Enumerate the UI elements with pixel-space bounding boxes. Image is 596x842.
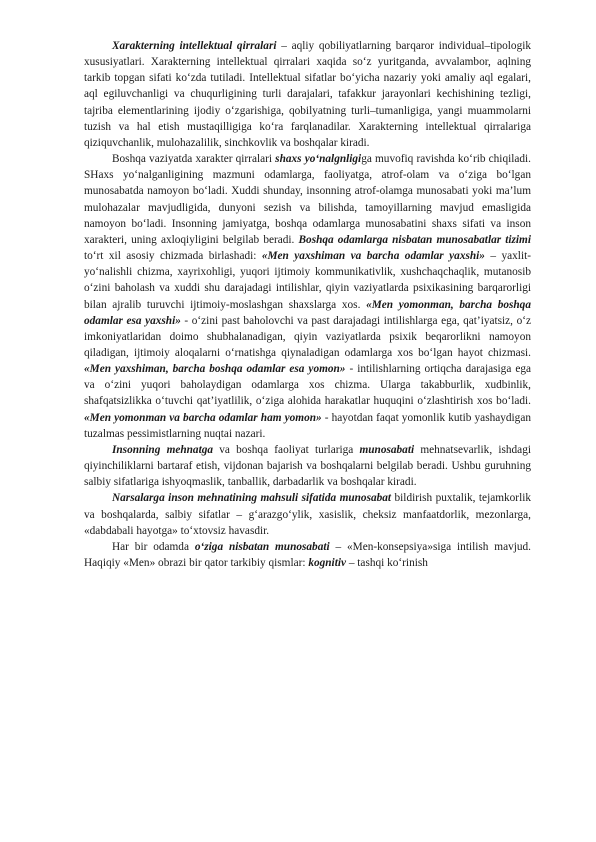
emphasized-term: munosabati bbox=[359, 443, 415, 456]
emphasized-term: kognitiv bbox=[308, 557, 346, 569]
emphasized-term: «Men yaxshiman va barcha odamlar yaxshi» bbox=[261, 250, 485, 263]
text-run: - hayotdan faqat yomonlik kutib yashaydigan tuzalmas pessimistlarning nuqtai nazari. bbox=[84, 411, 531, 440]
text-run: Boshqa vaziyatda xarakter qirralari bbox=[112, 153, 276, 166]
emphasized-term: shaxs yo‘nalgnligi bbox=[275, 153, 362, 166]
emphasized-term: o‘ziga nisbatan munosabati bbox=[194, 540, 330, 553]
text-run: ga muvofiq ravishda ko‘rib chiqiladi. SHaxs yo‘nalganligining mazmuni odamlarga, faoliyatga, atrof-olam va o‘ziga bo‘lgan munosabatda namoyon bo‘ladi. Xuddi shunday, insonning atrof-olamga munosabati yoki ma’lum mulohazalar mavjudligida, dunyoni sezish va bilishda, tamoyillarning mavjud emasligida namoyon bo‘ladi. Insonning jamiyatga, boshqa odamlarga munosabatini shaxs sifati va inson xarakteri, uning axloqiyligini belgilab beradi. bbox=[84, 153, 531, 246]
emphasized-term: Xarakterning intellektual qirralari bbox=[112, 40, 277, 52]
paragraph bbox=[84, 442, 531, 490]
text-run: bildirish puxtalik, tejamkorlik va boshqalarda, salbiy sifatlar – g‘arazgo‘ylik, xasislik, cheksiz manfaatdorlik, mezonlarga, «dabdabali hayotga» to‘xtovsiz havasdir. bbox=[84, 492, 531, 537]
paragraph bbox=[84, 38, 531, 151]
emphasized-term: «Men yomonman, barcha boshqa odamlar esa yaxshi» bbox=[84, 298, 531, 327]
emphasized-term: Narsalarga inson mehnatining mahsuli sifatida munosabat bbox=[112, 492, 392, 505]
text-run: – tashqi ko‘rinish bbox=[346, 557, 428, 569]
paragraph bbox=[84, 490, 531, 538]
document-page bbox=[84, 38, 531, 571]
text-run: to‘rt xil asosiy chizmada birlashadi: bbox=[84, 250, 262, 263]
text-run: – yaxlit-yo‘nalishli chizma, xayrixohligi, yuqori ijtimoiy kommunikativlik, xushchaqchaqlik, mutanosib o‘zini baholash va xuddi shu darajadagi intilishlar, qiyin vaziyatlarda psixikasining barqarorligi bilan ajralib turuvchi ijtimoiy-moslashgan shaxslarga xos. bbox=[84, 250, 531, 311]
text-run: Har bir odamda bbox=[112, 540, 195, 553]
text-run: - intilishlarning ortiqcha darajasiga ega va o‘zini yuqori baholaydigan odamlarga xos chizma. Ularga takabburlik, xudbinlik, shafqatsizlikka o‘tuvchi qat’iyatlilik, o‘ziga alohida harakatlar huquqini o‘zlashtirish xos bo‘ladi. bbox=[84, 363, 531, 408]
text-run: va boshqa faoliyat turlariga bbox=[213, 443, 360, 456]
emphasized-term: Boshqa odamlarga nisbatan munosabatlar tizimi bbox=[298, 233, 531, 246]
emphasized-term: Insonning mehnatga bbox=[112, 443, 214, 456]
emphasized-term: «Men yomonman va barcha odamlar ham yomon» bbox=[84, 411, 322, 424]
text-run: mehnatsevarlik, ishdagi qiyinchiliklarni bartaraf etish, vijdonan bajarish va boshqalarni belgilab beradi. Ushbu guruhning salbiy sifatlariga ishyoqmaslik, tanballik, darbadarlik va boshqalar kiradi. bbox=[84, 443, 531, 489]
paragraph bbox=[84, 539, 531, 571]
text-run: – «Men-konsepsiya»siga intilish mavjud. Haqiqiy «Men» obrazi bir qator tarkibiy qismlar: bbox=[84, 540, 531, 569]
text-run: - o‘zini past baholovchi va past darajadagi intilishlarga ega, qat’iyatsiz, o‘z imkoniyatlaridan doimo shubhalanadigan, qiyin vaziyatlarda psixik beqarorlikni namoyon qiladigan, ijtimoiy aloqalarni o‘rnatishga qiynaladigan odamlarga xos bo‘lgan hayot chizmasi. bbox=[84, 314, 531, 359]
emphasized-term: «Men yaxshiman, barcha boshqa odamlar esa yomon» bbox=[84, 363, 346, 376]
text-run: – aqliy qobiliyatlarning barqaror individual–tipologik xususiyatlari. Xarakterning intellektual qirralari xaqida so‘z yuritganda, avvalambor, aqlning tarkib topgan sifati ko‘zda tutiladi. Intellektual sifatlar bo‘yicha nazariy yoki amaliy aql egalari, aql egiluvchanligi va chuqurligining turli darajalari, tafakkur jarayonlari kechishining tezligi, tajriba elementlarining ijodiy o‘zgarishiga, qobilyatning turli–tumanligiga, yangi muammolarni tuzish va hal etish mustaqilligiga ko‘ra farqlanadilar. Xarakterning intellektual qirralariga qiziquvchanlik, mulohazalilik, sinchkovlik va boshqalar kiradi. bbox=[84, 40, 531, 149]
paragraph bbox=[84, 151, 531, 442]
